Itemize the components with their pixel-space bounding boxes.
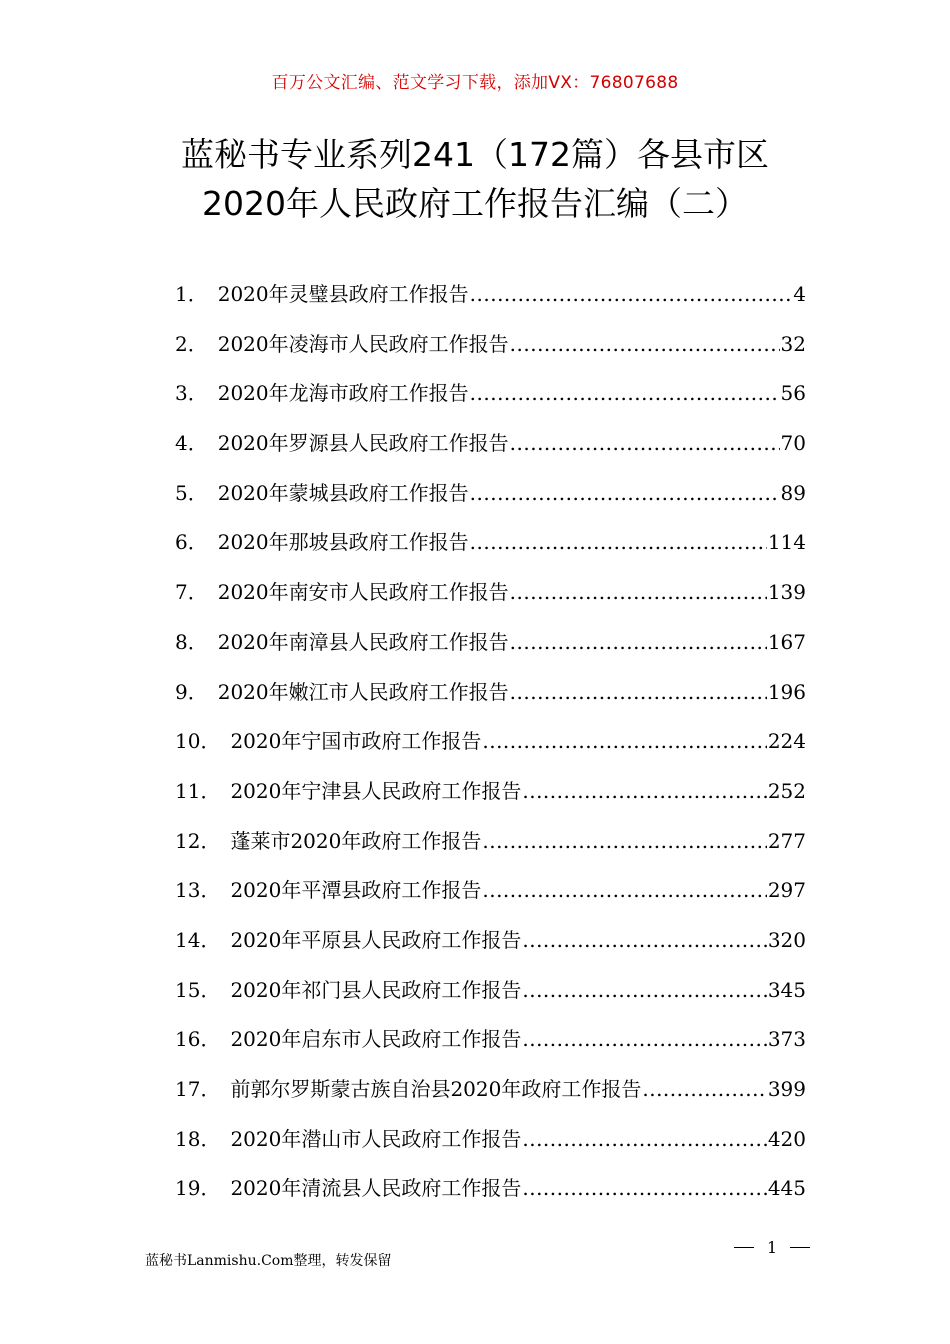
toc-page: 224 <box>767 729 806 754</box>
toc-number: 2． <box>175 331 208 356</box>
toc-title: 前郭尔罗斯蒙古族自治县2020年政府工作报告 <box>230 1077 642 1101</box>
toc-entry <box>175 974 806 1024</box>
toc-page: 196 <box>767 679 806 704</box>
toc-page: 139 <box>767 580 806 605</box>
toc-entry <box>175 725 806 775</box>
toc-title: 2020年凌海市人民政府工作报告 <box>217 331 509 356</box>
document-title <box>0 130 950 228</box>
toc-leader <box>522 928 766 952</box>
page-number-dash-left <box>734 1247 754 1248</box>
toc-leader <box>470 530 767 554</box>
title-line-1: 蓝秘书专业系列241（172篇）各县市区 <box>181 135 769 174</box>
toc-entry <box>175 1023 806 1073</box>
toc-page: 277 <box>767 828 806 853</box>
toc-leader <box>642 1077 766 1101</box>
toc-page: 399 <box>767 1077 806 1101</box>
toc-number: 9． <box>175 679 208 704</box>
toc-entry <box>175 377 806 427</box>
toc-number: 17． <box>175 1077 221 1101</box>
toc-leader <box>522 779 766 803</box>
page-number-value: 1 <box>767 1238 778 1257</box>
toc-title: 2020年平潭县政府工作报告 <box>230 878 482 903</box>
toc-leader <box>522 1176 766 1200</box>
toc-entry <box>175 526 806 576</box>
toc-leader <box>522 1127 766 1151</box>
toc-page: 345 <box>767 977 806 1002</box>
page-number <box>734 1238 810 1257</box>
toc-title: 2020年南漳县人民政府工作报告 <box>217 629 509 654</box>
toc-entry <box>175 825 806 875</box>
table-of-contents <box>175 278 806 1222</box>
toc-title: 2020年嫩江市人民政府工作报告 <box>217 679 509 704</box>
toc-page: 56 <box>780 381 806 406</box>
toc-entry <box>175 576 806 626</box>
header-banner: 百万公文汇编、范文学习下载，添加VX：76807688 <box>271 73 679 93</box>
toc-title: 2020年宁国市政府工作报告 <box>230 729 482 754</box>
toc-entry <box>175 924 806 974</box>
toc-page: 89 <box>780 480 806 505</box>
toc-number: 10． <box>175 729 221 754</box>
toc-entry <box>175 775 806 825</box>
toc-page: 373 <box>767 1027 806 1052</box>
toc-number: 16． <box>175 1027 221 1052</box>
toc-leader <box>510 580 767 604</box>
toc-leader <box>510 630 767 654</box>
toc-title: 2020年清流县人民政府工作报告 <box>230 1176 522 1201</box>
toc-title: 2020年龙海市政府工作报告 <box>217 381 469 406</box>
toc-number: 11． <box>175 778 221 803</box>
toc-title: 2020年宁津县人民政府工作报告 <box>230 778 522 803</box>
toc-title: 2020年平原县人民政府工作报告 <box>230 927 522 952</box>
toc-page: 167 <box>767 629 806 654</box>
toc-number: 19． <box>175 1176 221 1201</box>
footer-credit: 蓝秘书Lanmishu.Com整理，转发保留 <box>145 1253 392 1269</box>
toc-leader <box>482 829 766 853</box>
toc-number: 14． <box>175 927 221 952</box>
toc-number: 8． <box>175 629 208 654</box>
toc-number: 15． <box>175 977 221 1002</box>
toc-title: 2020年那坡县政府工作报告 <box>217 530 469 555</box>
toc-entry <box>175 874 806 924</box>
toc-leader <box>510 332 780 356</box>
toc-page: 445 <box>767 1176 806 1201</box>
toc-number: 6． <box>175 530 208 555</box>
toc-leader <box>510 680 767 704</box>
toc-page: 114 <box>767 530 806 555</box>
page-number-dash-right <box>790 1247 810 1248</box>
title-line-2: 2020年人民政府工作报告汇编（二） <box>202 184 748 223</box>
toc-entry <box>175 626 806 676</box>
toc-entry <box>175 477 806 527</box>
toc-entry <box>175 1172 806 1222</box>
toc-leader <box>482 878 766 902</box>
toc-entry <box>175 1073 806 1123</box>
toc-number: 12． <box>175 828 221 853</box>
toc-title: 2020年南安市人民政府工作报告 <box>217 580 509 605</box>
toc-leader <box>522 1027 766 1051</box>
toc-title: 蓬莱市2020年政府工作报告 <box>230 828 482 853</box>
toc-page: 252 <box>767 778 806 803</box>
toc-number: 18． <box>175 1126 221 1151</box>
toc-leader <box>482 729 766 753</box>
toc-number: 1． <box>175 282 208 306</box>
toc-leader <box>470 282 793 306</box>
toc-number: 5． <box>175 480 208 505</box>
toc-leader <box>470 481 780 505</box>
toc-page: 420 <box>767 1126 806 1151</box>
toc-page: 70 <box>780 431 806 456</box>
toc-title: 2020年祁门县人民政府工作报告 <box>230 977 522 1002</box>
toc-number: 3． <box>175 381 208 406</box>
toc-page: 32 <box>780 331 806 356</box>
toc-title: 2020年潜山市人民政府工作报告 <box>230 1126 522 1151</box>
toc-leader <box>522 978 766 1002</box>
toc-number: 13． <box>175 878 221 903</box>
toc-number: 7． <box>175 580 208 605</box>
toc-page: 320 <box>767 927 806 952</box>
toc-entry <box>175 278 806 328</box>
toc-leader <box>470 381 780 405</box>
toc-title: 2020年蒙城县政府工作报告 <box>217 480 469 505</box>
toc-page: 297 <box>767 878 806 903</box>
toc-title: 2020年罗源县人民政府工作报告 <box>217 431 509 456</box>
toc-entry <box>175 676 806 726</box>
toc-title: 2020年灵璧县政府工作报告 <box>217 282 469 306</box>
toc-entry <box>175 427 806 477</box>
toc-page: 4 <box>793 282 806 306</box>
toc-leader <box>510 431 780 455</box>
toc-number: 4． <box>175 431 208 456</box>
toc-title: 2020年启东市人民政府工作报告 <box>230 1027 522 1052</box>
toc-entry <box>175 328 806 378</box>
toc-entry <box>175 1123 806 1173</box>
